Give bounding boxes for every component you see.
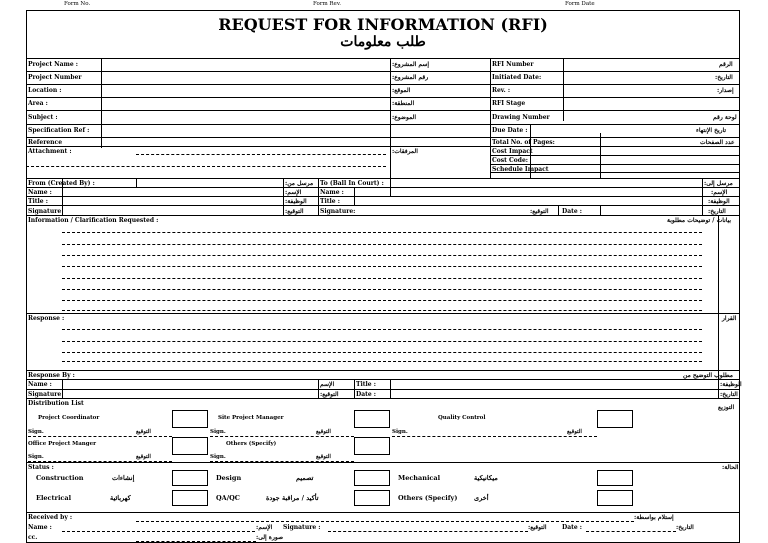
grid-divider: [390, 178, 391, 196]
drawing-number-ar: لوحة رقم: [713, 114, 737, 121]
others-specify-label: Others (Specify): [226, 441, 277, 447]
rev-ar: إصدار:: [717, 87, 734, 94]
response-title-label: Title :: [356, 381, 376, 388]
from-title-ar: الوظيفة:: [285, 198, 307, 205]
mechanical-label: Mechanical: [398, 474, 441, 482]
write-line: [62, 255, 702, 256]
construction-ar: إنشاءات: [112, 474, 135, 482]
to-name-ar: الإسم:: [711, 189, 728, 196]
write-line: [62, 232, 702, 233]
electrical-checkbox[interactable]: [172, 490, 208, 506]
to-name-label: Name :: [320, 189, 344, 196]
area-ar: المنطقة:: [392, 100, 415, 107]
row-rule: [490, 164, 740, 165]
write-line: [62, 361, 702, 362]
write-line: [62, 310, 702, 311]
response-label: Response :: [28, 315, 65, 322]
drawing-number-label: Drawing Number: [492, 114, 550, 121]
form-date-label: Form Date: [565, 1, 595, 7]
design-label: Design: [216, 474, 242, 482]
sign-line: [210, 436, 354, 437]
attachment-ar: المرفقات:: [392, 148, 418, 155]
location-label: Location :: [28, 87, 62, 94]
write-line: [62, 300, 702, 301]
others-checkbox[interactable]: [597, 490, 633, 506]
due-date-label: Due Date :: [492, 127, 528, 134]
grid-divider: [718, 215, 719, 370]
quality-control-label: Quality Control: [438, 415, 486, 421]
sign-label: Sign.: [28, 454, 44, 460]
grid-divider: [62, 379, 63, 398]
write-line: [62, 341, 702, 342]
sign-ar: التوقيع: [316, 454, 331, 460]
project-name-field[interactable]: [102, 59, 389, 70]
response-ar: القرار: [722, 315, 737, 322]
grid-divider: [558, 205, 559, 215]
from-name-label: Name :: [28, 189, 52, 196]
response-by-label: Response By :: [28, 372, 75, 379]
office-project-manager-checkbox[interactable]: [172, 437, 208, 455]
grid-divider: [318, 379, 319, 398]
sign-label: Sign.: [210, 454, 226, 460]
to-date-ar: التاريخ:: [708, 208, 726, 215]
qaqc-label: QA/QC: [216, 494, 240, 502]
electrical-label: Electrical: [36, 494, 72, 502]
grid-divider: [563, 58, 564, 121]
mechanical-checkbox[interactable]: [597, 470, 633, 486]
received-date-ar: التاريخ:: [676, 524, 694, 531]
initiated-date-ar: التاريخ:: [715, 74, 733, 81]
mechanical-ar: ميكانيكية: [474, 474, 498, 482]
write-line: [62, 278, 702, 279]
schedule-impact-label: Schedule Impact: [492, 166, 549, 173]
sign-ar: التوقيع: [567, 429, 582, 435]
response-signature-ar: التوقيع:: [320, 391, 339, 398]
received-signature-label: Signature :: [283, 524, 321, 531]
others-specify-checkbox[interactable]: [354, 437, 390, 455]
grid-divider: [490, 58, 491, 178]
row-rule: [26, 137, 740, 138]
location-field[interactable]: [102, 85, 389, 96]
response-by-ar: مطلوب التوضيح من: [683, 372, 734, 379]
subject-field[interactable]: [102, 111, 389, 123]
cost-code-label: Cost Code:: [492, 157, 529, 164]
design-checkbox[interactable]: [354, 470, 390, 486]
sign-label: Sign.: [28, 429, 44, 435]
design-ar: تصميم: [296, 474, 314, 482]
sign-ar: التوقيع: [316, 429, 331, 435]
project-name-ar: إسم المشروع:: [392, 61, 430, 68]
response-date-label: Date :: [356, 391, 376, 398]
rfi-number-ar: الرقم: [719, 61, 733, 68]
from-name-ar: الإسم:: [285, 189, 302, 196]
distribution-ar: التوزيع: [718, 404, 735, 411]
to-signature-label: Signature:: [320, 208, 356, 215]
received-name-label: Name :: [28, 524, 52, 531]
grid-divider: [283, 178, 284, 215]
from-label: From (Created By) :: [28, 180, 95, 187]
write-line: [62, 352, 702, 353]
response-name-label: Name :: [28, 381, 52, 388]
project-number-label: Project Number: [28, 74, 82, 81]
sign-label: Sign.: [210, 429, 226, 435]
response-date-ar: التاريخ:: [720, 391, 738, 398]
row-rule: [26, 124, 740, 125]
rfi-stage-label: RFI Stage: [492, 100, 526, 107]
response-area[interactable]: [62, 320, 702, 362]
project-name-label: Project Name :: [28, 61, 79, 68]
attachment-label: Attachment :: [28, 148, 72, 155]
row-rule: [26, 187, 740, 188]
project-coordinator-label: Project Coordinator: [38, 415, 100, 421]
row-rule: [490, 155, 740, 156]
form-title: REQUEST FOR INFORMATION (RFI): [218, 15, 548, 34]
attachment-line: [26, 166, 386, 167]
subject-ar: الموضوع:: [392, 114, 417, 121]
row-rule: [26, 389, 740, 390]
to-ar: مرسل إلى:: [704, 180, 733, 187]
info-requested-label: Information / Clarification Requested :: [28, 217, 159, 224]
cc-label: cc.: [28, 534, 38, 541]
to-label: To (Ball In Court) :: [320, 180, 384, 187]
rfi-number-label: RFI Number: [492, 61, 534, 68]
response-title-ar: الوظيفة:: [720, 381, 742, 388]
from-signature-ar: التوقيع:: [285, 208, 304, 215]
electrical-ar: كهربائية: [110, 494, 131, 502]
row-rule: [26, 146, 740, 147]
received-date-line: [586, 531, 676, 532]
status-ar: الحالة:: [722, 464, 739, 471]
form-rev-label: Form Rev.: [313, 1, 342, 7]
received-signature-line: [328, 531, 528, 532]
grid-divider: [354, 187, 355, 205]
row-rule: [26, 205, 740, 206]
section-rule: [26, 370, 740, 371]
from-signature-label: Signature: [28, 208, 62, 215]
project-number-ar: رقم المشروع:: [392, 74, 429, 81]
status-label: Status :: [28, 464, 54, 471]
rev-label: Rev. :: [492, 87, 511, 94]
row-rule: [26, 398, 740, 399]
info-requested-area[interactable]: [62, 224, 702, 312]
specification-ref-label: Specification Ref :: [28, 127, 90, 134]
section-rule: [26, 462, 740, 463]
write-line: [62, 289, 702, 290]
write-line: [62, 244, 702, 245]
cc-ar: صورة إلى:: [256, 534, 284, 541]
row-rule: [26, 379, 740, 380]
info-requested-ar: بيانات / توضيحات مطلوبة: [667, 217, 732, 224]
site-project-manager-checkbox[interactable]: [354, 410, 390, 428]
grid-divider: [318, 178, 319, 215]
qaqc-ar: تأكيد / مراقبة جودة: [266, 494, 319, 502]
quality-control-checkbox[interactable]: [597, 410, 633, 428]
row-rule: [26, 196, 740, 197]
total-pages-label: Total No. of Pages:: [492, 139, 555, 146]
write-line: [62, 329, 702, 330]
received-by-ar: إستلام بواسطة:: [634, 514, 674, 521]
reference-label: Reference: [28, 139, 63, 146]
grid-divider: [136, 178, 137, 187]
response-name-ar: الإسم: [320, 381, 335, 388]
sign-label: Sign.: [392, 429, 408, 435]
location-ar: الموقع:: [392, 87, 411, 94]
received-name-ar: الإسم:: [256, 524, 273, 531]
sign-ar: التوقيع: [136, 429, 151, 435]
to-signature-ar: التوقيع:: [530, 208, 549, 215]
section-rule: [26, 313, 740, 314]
sign-line: [392, 436, 597, 437]
project-coordinator-checkbox[interactable]: [172, 410, 208, 428]
area-field[interactable]: [102, 98, 389, 109]
to-title-ar: الوظيفة:: [708, 198, 730, 205]
area-label: Area :: [28, 100, 48, 107]
from-ar: مرسل من:: [285, 180, 314, 187]
others-label: Others (Specify): [398, 494, 458, 502]
section-rule: [26, 512, 740, 513]
grid-divider: [600, 205, 601, 215]
form-title-arabic: طلب معلومات: [340, 34, 426, 50]
project-number-field[interactable]: [102, 72, 389, 83]
received-by-label: Received by :: [28, 514, 73, 521]
total-pages-ar: عدد الصفحات: [700, 139, 735, 146]
response-signature-label: Signature: [28, 391, 62, 398]
qaqc-checkbox[interactable]: [354, 490, 390, 506]
initiated-date-label: Initiated Date:: [492, 74, 542, 81]
subject-label: Subject :: [28, 114, 58, 121]
received-signature-ar: التوقيع:: [528, 524, 547, 531]
row-rule: [26, 215, 740, 216]
distribution-label: Distribution List: [28, 400, 84, 407]
to-title-label: Title :: [320, 198, 340, 205]
to-date-label: Date :: [562, 208, 582, 215]
received-line: [136, 521, 634, 522]
sign-ar: التوقيع: [136, 454, 151, 460]
attachment-line: [136, 154, 386, 155]
grid-divider: [354, 379, 355, 398]
form-no-label: Form No.: [64, 1, 91, 7]
received-name-line: [62, 531, 255, 532]
cost-impact-label: Cost Impact: [492, 148, 533, 155]
grid-divider: [702, 178, 703, 215]
grid-divider: [390, 58, 391, 178]
cc-line: [136, 541, 256, 542]
others-ar: أخرى: [474, 494, 489, 502]
sign-line: [28, 436, 172, 437]
construction-label: Construction: [36, 474, 84, 482]
construction-checkbox[interactable]: [172, 470, 208, 486]
received-date-label: Date :: [562, 524, 582, 531]
grid-divider: [390, 379, 391, 398]
due-date-ar: تاريخ الإنتهاء: [696, 127, 727, 134]
site-project-manager-label: Site Project Manager: [218, 415, 284, 421]
section-rule: [26, 178, 740, 179]
from-title-label: Title :: [28, 198, 48, 205]
write-line: [62, 266, 702, 267]
office-project-manager-label: Office Project Manger: [28, 441, 97, 447]
